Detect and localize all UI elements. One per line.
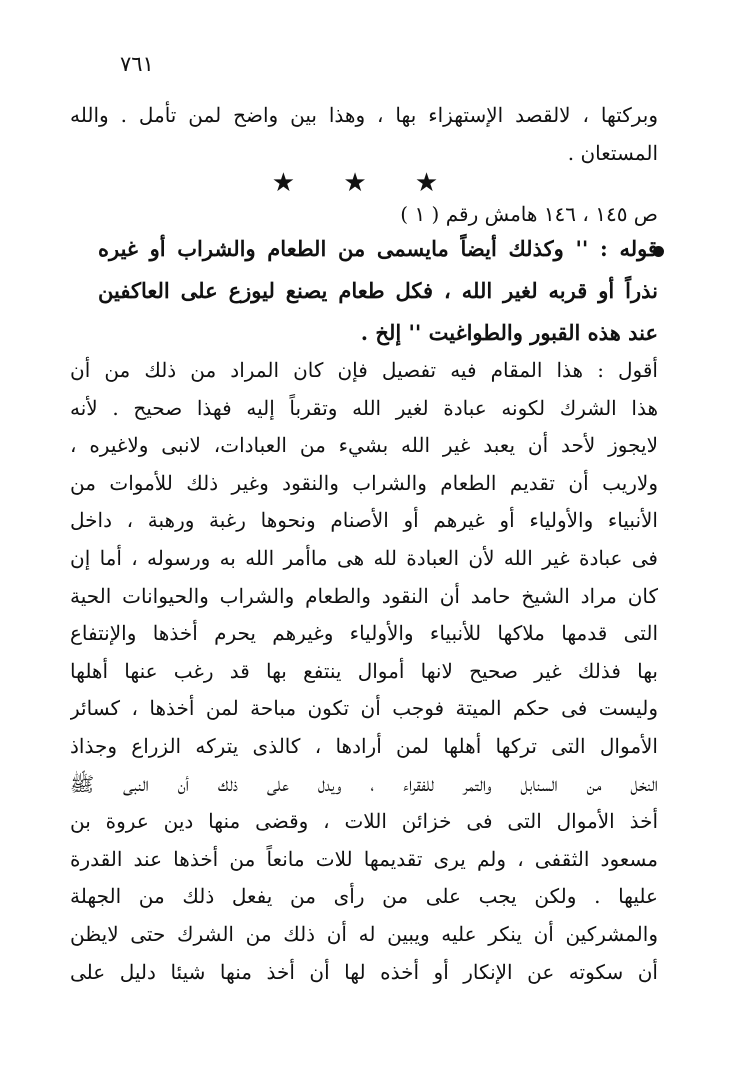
commentary-line: كان مراد الشيخ حامد أن النقود والطعام والشراب والحيوانات الحية [70,583,658,608]
commentary-line: مسعود الثقفى ، ولم يرى تقديمها للات مانعاً من أخذها عند القدرة [70,846,658,871]
commentary-paragraph [70,352,658,991]
commentary-line: النخل من السنابل والتمر للفقراء ، ويدل على ذلك أن النبى ﷺ [70,771,658,796]
quote-line: عند هذه القبور والطواغيت '' إلخ . [360,320,658,345]
commentary-line: وليست فى حكم الميتة فوجب أن تكون مباحة لمن أخذها ، كسائر [70,696,658,721]
commentary-line: فى عبادة غير الله لأن العبادة لله هى ماأمر الله به ورسوله ، أما إن [70,545,658,570]
quoted-passage [98,228,658,354]
commentary-line: هذا الشرك لكونه عبادة لغير الله وتقرباً إليه فهذا صحيح . لأنه [70,395,658,420]
intro-line: وبركتها ، لالقصد الإستهزاء بها ، وهذا بين واضح لمن تأمل . والله [70,103,658,127]
commentary-line: أقول : هذا المقام فيه تفصيل فإن كان المراد من ذلك من أن [70,358,658,382]
commentary-line: الأموال التى تركها أهلها لمن أرادها ، كالذى يتركه الزراع وجذاذ [70,733,658,758]
commentary-line: لايجوز لأحد أن يعبد غير الله بشيء من العبادات، لانبى ولاغيره ، [70,433,658,458]
commentary-line: والمشركين أن ينكر عليه ويبين له أن ذلك من الشرك حتى لايظن [70,921,658,946]
commentary-line: التى قدمها ملاكها للأنبياء والأولياء وغيرهم يحرم أخذها والإنتفاع [70,621,658,646]
commentary-line: الأنبياء والأولياء أو غيرهم أو الأصنام ونحوها رغبة ورهبة ، داخل [70,508,658,533]
commentary-line: عليها . ولكن يجب على من رأى من يفعل ذلك من الجهلة [70,884,658,909]
commentary-line: ولاريب أن تقديم الطعام والشراب والنقود وغير ذلك للأموات من [70,470,658,495]
quote-line: قوله : '' وكذلك أيضاً مايسمى من الطعام والشراب أو غيره [98,236,658,261]
commentary-line: أن سكوته عن الإنكار أو أخذه لها أن أخذ منها شيئا دليل على [70,959,658,984]
page-number: ٧٦١ [120,52,154,76]
section-separator: ★ ★ ★ [271,168,459,198]
intro-line: المستعان . [567,141,658,165]
commentary-line: بها فذلك غير صحيح لانها أموال ينتفع بها قد رغب عنها أهلها [70,658,658,683]
footnote-reference: ص ١٤٥ ، ١٤٦ هامش رقم ( ١ ) [400,202,658,226]
commentary-line: أخذ الأموال التى فى خزائن اللات ، وقضى منها دين عروة بن [70,809,658,834]
intro-paragraph [70,96,658,172]
quote-line: نذراً أو قربه لغير الله ، فكل طعام يصنع ليوزع على العاكفين [98,278,658,303]
